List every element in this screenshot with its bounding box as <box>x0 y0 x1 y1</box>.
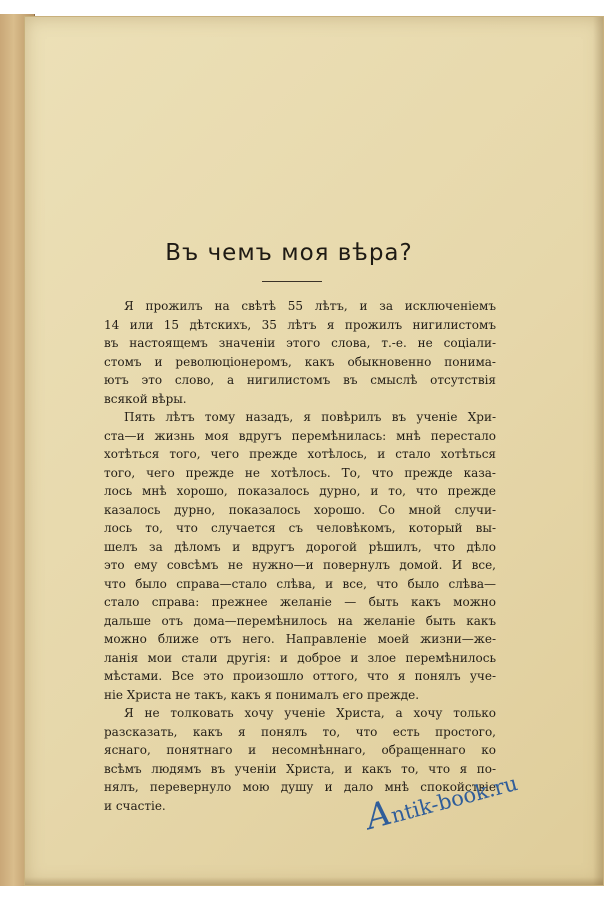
text-line: лось то, что случается съ человѣкомъ, который вы- <box>104 521 496 535</box>
title-divider <box>262 281 322 282</box>
text-line: шелъ за дѣломъ и вдругъ дорогой рѣшилъ, что дѣло <box>104 539 496 554</box>
page-title: Въ чемъ моя вѣра? <box>165 240 413 266</box>
text-line: мѣстами. Все это произошло оттого, что я понялъ уче- <box>104 669 496 683</box>
watermark-text: ntik-book.ru <box>388 770 521 828</box>
body-text <box>104 297 496 815</box>
text-line: стало справа: прежнее желаніе — быть какъ можно <box>104 595 496 609</box>
text-line: нялъ, перевернуло мою душу и дало мнѣ спокойствіе <box>104 780 496 794</box>
paragraph-2 <box>104 408 496 704</box>
text-line: дальше отъ дома—перемѣнилось на желаніе быть какъ <box>104 613 496 628</box>
text-line: и счастіе. <box>104 798 166 813</box>
page-bottom-shadow <box>25 877 603 885</box>
text-line: яснаго, понятнаго и несомнѣннаго, обращеннаго ко <box>104 743 496 757</box>
paragraph-1 <box>104 297 496 408</box>
text-line: стомъ и революціонеромъ, какъ обыкновенно понима- <box>104 354 496 369</box>
text-line: ніе Христа не такъ, какъ я понималъ его прежде. <box>104 687 420 702</box>
text-line: того, чего прежде не хотѣлось. То, что прежде каза- <box>104 465 496 480</box>
text-line: казалось дурно, показалось хорошо. Со мной случи- <box>104 502 496 517</box>
text-line: разсказать, какъ я понялъ то, что есть простого, <box>104 724 496 739</box>
text-line: хотѣться того, чего прежде хотѣлось, и стало хотѣться <box>104 447 496 461</box>
text-line: это ему совсѣмъ не нужно—и повернулъ домой. И все, <box>104 558 496 572</box>
text-line: можно ближе отъ него. Направленіе моей жизни—же- <box>104 632 496 646</box>
text-line: лось мнѣ хорошо, показалось дурно, и то, что прежде <box>104 484 496 498</box>
text-line: въ настоящемъ значеніи этого слова, т.-е. не соціали- <box>104 336 496 350</box>
text-line: ланія мои стали другія: и доброе и злое перемѣнилось <box>104 650 496 665</box>
text-line: всѣмъ людямъ въ ученіи Христа, и какъ то, что я по- <box>104 761 496 776</box>
text-line: что было справа—стало слѣва, и все, что было слѣва— <box>104 576 496 591</box>
page-edge-shadow <box>593 17 603 885</box>
text-line: всякой вѣры. <box>104 391 187 406</box>
text-line: Я прожилъ на свѣтѣ 55 лѣтъ, и за исключеніемъ <box>124 299 496 313</box>
text-line: ютъ это слово, а нигилистомъ въ смыслѣ отсутствія <box>104 373 496 387</box>
text-line: 14 или 15 дѣтскихъ, 35 лѣтъ я прожилъ нигилистомъ <box>104 317 496 332</box>
text-line: Я не толковать хочу ученіе Христа, а хочу только <box>124 706 496 720</box>
text-line: Пять лѣтъ тому назадъ, я повѣрилъ въ ученіе Хри- <box>124 410 496 424</box>
watermark-initial: A <box>361 793 396 838</box>
text-line: ста—и жизнь моя вдругъ перемѣнилась: мнѣ перестало <box>104 428 496 443</box>
